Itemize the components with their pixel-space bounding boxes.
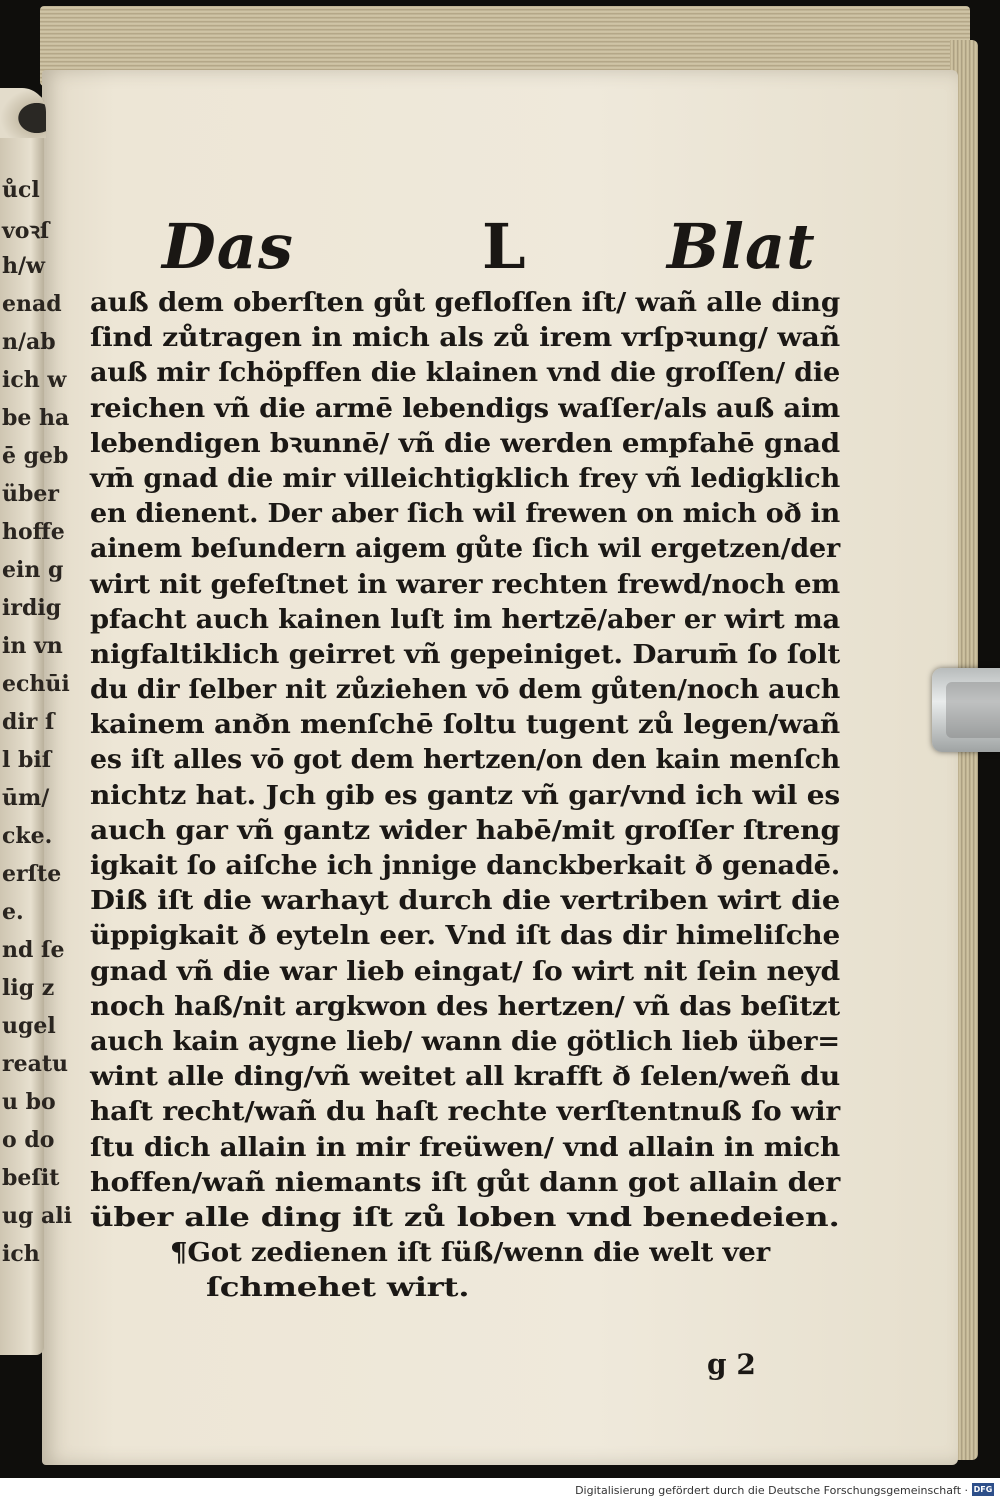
text-line: nichtz hat. Jch gib es gantz vñ gar/vnd ich wil es	[90, 780, 840, 811]
facing-page-fragment: nd ſe	[2, 937, 65, 963]
facing-page-fragment: o do	[2, 1127, 55, 1153]
facing-page-fragment: h/w	[2, 253, 45, 279]
text-line: lebendigen bꝛunnē/ vñ die werden empfahē gnad	[90, 428, 840, 459]
dfg-logo: DFG	[973, 1485, 993, 1494]
book-page	[42, 70, 958, 1465]
facing-page-fragment: cke.	[2, 823, 53, 849]
text-line: auch gar vñ gantz wider habē/mit groſſer ſtreng	[90, 815, 840, 846]
running-head-right: Blat	[667, 210, 816, 283]
facing-page-fragment: irdig	[2, 595, 62, 621]
folio-number: L	[482, 210, 527, 283]
facing-page-fragment: in vn	[2, 633, 63, 659]
body-text	[90, 286, 850, 1306]
text-line: ſtu dich allain in mir freüwen/ vnd allain in mich	[90, 1132, 840, 1163]
facing-page-fragment: ug ali	[2, 1203, 73, 1229]
text-line: über alle ding iſt zů loben vnd benedeien.	[90, 1202, 840, 1233]
facing-page-fragment: ich w	[2, 367, 67, 393]
text-line: du dir ſelber nit zůziehen vō dem gůten/noch auch	[90, 675, 840, 706]
text-line: en dienent. Der aber ſich wil frewen on mich oð in	[90, 499, 840, 530]
text-line: vm̄ gnad die mir villeichtigklich frey vñ ledigklich	[90, 463, 841, 494]
text-line: wirt nit gefeſtnet in warer rechten frewd/noch em	[90, 569, 840, 600]
page-clip	[932, 668, 1000, 752]
text-line: ¶Got zedienen iſt ſüß/wenn die welt ver	[170, 1238, 770, 1269]
facing-page-fragment: beſit	[2, 1165, 60, 1191]
text-line: reichen vñ die armē lebendigs waſſer/als auß aim	[90, 393, 840, 424]
facing-page-edge	[0, 95, 73, 1355]
facing-page-fragment: e.	[2, 899, 24, 925]
facing-page-fragment: l biſ	[2, 747, 52, 773]
facing-page-curl	[0, 88, 46, 138]
running-head	[162, 210, 822, 290]
facing-page-fragment: ē geb	[2, 443, 69, 469]
text-line: Diß iſt die warhayt durch die vertriben wirt die	[90, 886, 840, 917]
facing-page-fragment: be ha	[2, 405, 70, 431]
facing-page-fragment: reatu	[2, 1051, 68, 1077]
facing-page-fragment: ein g	[2, 557, 64, 583]
text-line: haſt recht/wañ du haſt rechte verſtentnuß ſo wir	[90, 1097, 840, 1128]
text-line: auß mir ſchöpffen die klainen vnd die groſſen/ die	[90, 358, 840, 389]
text-line: auß dem oberſten gůt gefloſſen iſt/ wañ alle ding	[90, 288, 840, 318]
facing-page-fragment: echūi	[2, 671, 70, 697]
facing-page-fragment: dir ſ	[2, 709, 55, 735]
text-line: auch kain aygne lieb/ wann die götlich lieb über=	[90, 1026, 840, 1057]
facing-page-fragment: ůcl	[2, 177, 40, 203]
facing-page-fragment: ich	[2, 1241, 40, 1267]
facing-page-fragment: hoffe	[2, 519, 65, 545]
facing-page-fragment: enad	[2, 291, 62, 317]
text-line: pfacht auch kainen luſt im hertzē/aber er wirt ma	[90, 604, 840, 635]
facing-page-fragment: ūm/	[2, 785, 50, 811]
footer-credit: Digitalisierung gefördert durch die Deutsche Forschungsgemeinschaft ·	[575, 1484, 968, 1497]
text-line: hoffen/wañ niemants iſt gůt dann got allain der	[90, 1167, 840, 1198]
text-line: kainem anðn menſchē ſoltu tugent zů legen/wañ	[90, 710, 840, 741]
text-line: wint alle ding/vñ weitet all krafft ð ſelen/weñ du	[90, 1062, 840, 1093]
text-line: noch haß/nit argkwon des hertzen/ vñ das beſitzt	[90, 991, 841, 1022]
signature-mark: g 2	[707, 1348, 756, 1381]
text-line: es iſt alles vō got dem hertzen/on den kain menſch	[90, 745, 840, 776]
facing-page-fragment: n/ab	[2, 329, 56, 355]
facing-page-fragment: über	[2, 481, 59, 507]
text-line: üppigkait ð eyteln eer. Vnd iſt das dir himeliſche	[90, 921, 840, 952]
text-line: ainem beſundern aigem gůte ſich wil ergetzen/der	[90, 534, 840, 565]
facing-page-fragment: erſte	[2, 861, 62, 887]
text-line: gnad vñ die war lieb eingat/ ſo wirt nit ſein neyd	[90, 956, 840, 987]
facing-page-fragment: lig z	[2, 975, 55, 1001]
running-head-left: Das	[162, 210, 294, 283]
text-line: ſchmehet wirt.	[206, 1273, 470, 1304]
facing-page-fragment: u bo	[2, 1089, 56, 1115]
facing-page-fragment: voꝛſ	[2, 218, 50, 244]
facing-page-fragment: ugel	[2, 1013, 56, 1039]
text-line: igkait ſo aiſche ich jnnige danckberkait ð genadē.	[90, 851, 840, 881]
footer-bar	[0, 1478, 1000, 1503]
text-line: nigfaltiklich geirret vñ gepeiniget. Darum̄ ſo ſolt	[90, 639, 840, 670]
text-line: ſind zůtragen in mich als zů irem vrſpꝛung/ wañ	[90, 323, 840, 354]
show-through-heading	[102, 170, 121, 234]
